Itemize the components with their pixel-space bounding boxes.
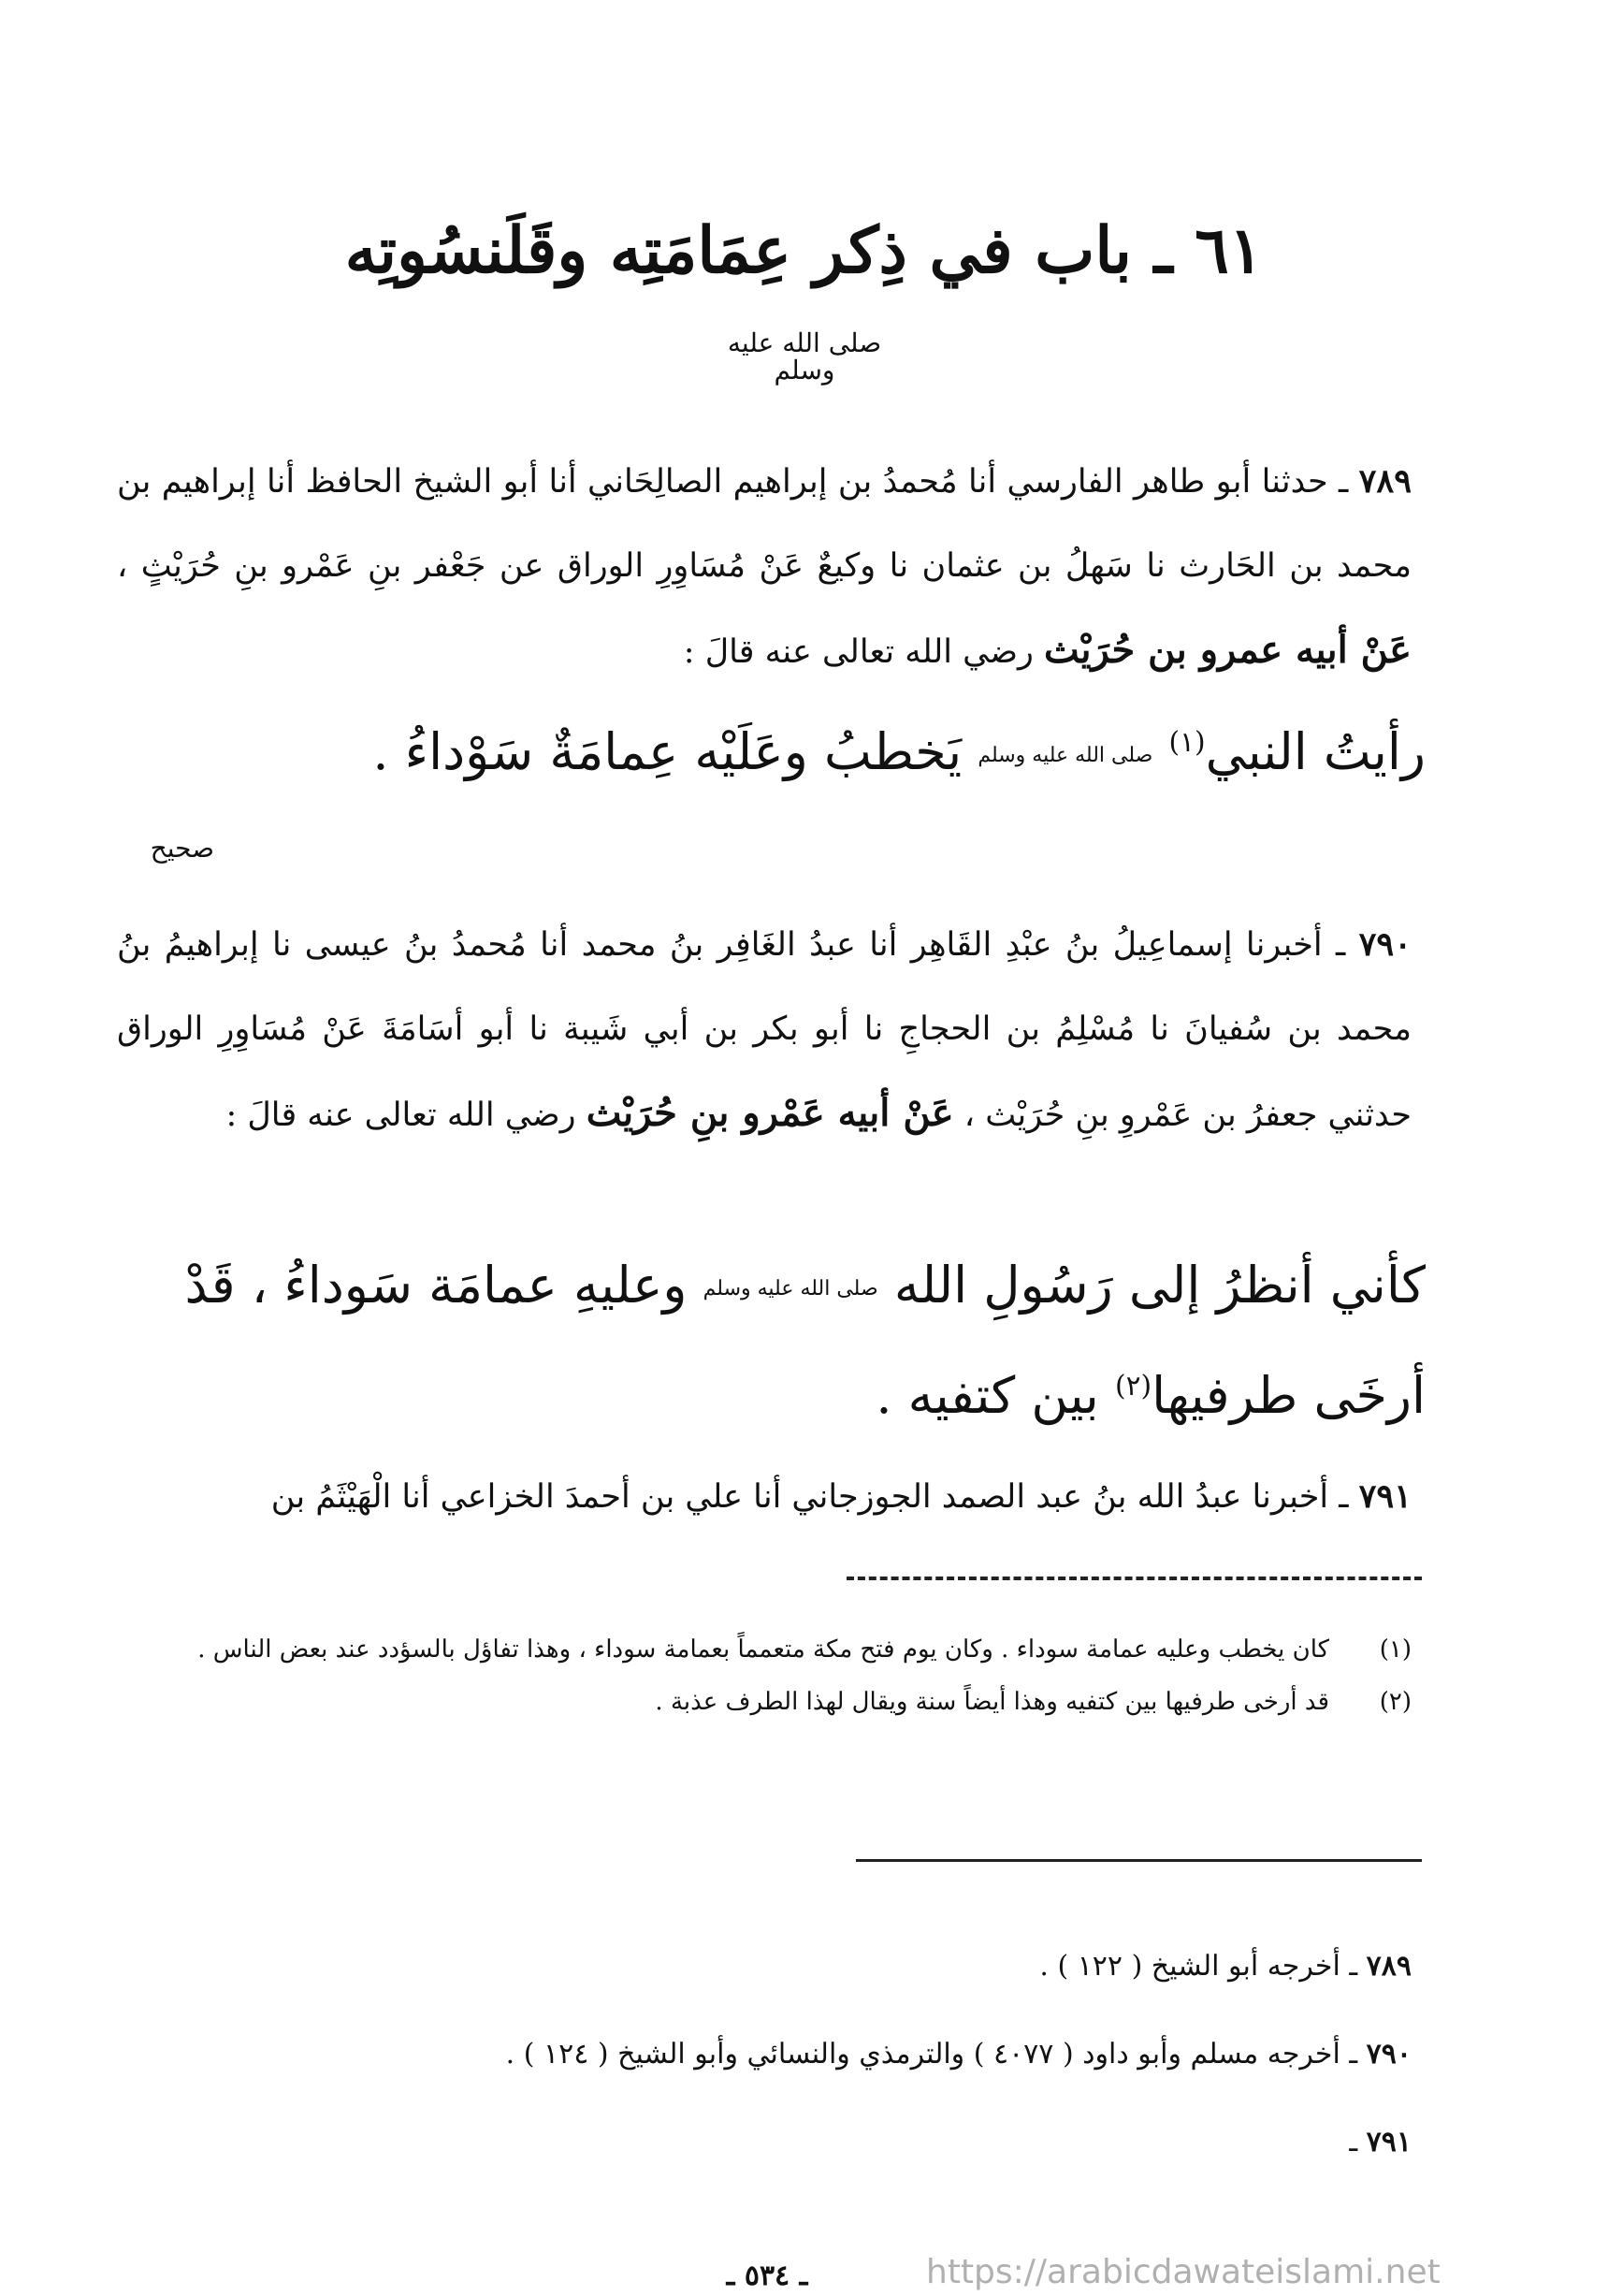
takhrij-text: ـ	[1349, 2126, 1367, 2158]
takhrij-item	[281, 2099, 1412, 2187]
takhrij-text: ـ أخرجه مسلم وأبو داود ( ٤٠٧٧ ) والترمذي والنسائي وأبو الشيخ ( ١٢٤ ) .	[505, 2038, 1367, 2071]
honorific-salawat: صلى الله عليه وسلم	[703, 1277, 878, 1301]
matn-text-end: بين كتفيه .	[876, 1366, 1115, 1425]
hadith-number: ٧٩١	[1358, 1477, 1412, 1516]
footnote-number: (١)	[1379, 1635, 1412, 1664]
footnotes	[117, 1623, 1412, 1728]
narrator-name: عَنْ أبيه عَمْرو بنِ حُرَيْث	[586, 1091, 954, 1135]
hadith-number: ٧٨٩	[1358, 462, 1412, 501]
title-honorific-salawat: صلى الله عليه وسلم	[727, 327, 882, 386]
isnad-text: ـ أخبرنا عبدُ الله بنُ عبد الصمد الجوزجاني أنا علي بن أحمدَ الخزاعي أنا الْهَيْثَمُ بن	[270, 1478, 1359, 1516]
footnote-1	[117, 1623, 1412, 1676]
footnote-2	[117, 1676, 1412, 1728]
hadith-number: ٧٩٠	[1358, 925, 1412, 964]
takhrij-number: ٧٨٩	[1366, 1950, 1412, 1983]
hadith-790-matn	[117, 1230, 1426, 1451]
honorific-salawat: صلى الله عليه وسلم	[978, 744, 1153, 768]
chapter-title: ٦١ ـ باب في ذِكر عِمَامَتِه وقَلَنسُوتِه	[344, 213, 1264, 288]
footnote-ref-2[interactable]: (٢)	[1114, 1370, 1152, 1402]
footnote-ref-1[interactable]: (١)	[1168, 726, 1206, 759]
takhrij-text: ـ أخرجه أبو الشيخ ( ١٢٢ ) .	[1039, 1950, 1367, 1983]
takhrij-item	[281, 1923, 1412, 2011]
footnote-number: (٢)	[1379, 1688, 1412, 1716]
matn-text: كأني أنظرُ إلى رَسُولِ الله	[893, 1256, 1426, 1315]
hadith-790-isnad	[117, 903, 1412, 1157]
isnad-text-end: رضي الله تعالى عنه قالَ :	[683, 633, 1045, 671]
narrator-name: عَنْ أبيه عمرو بن حُرَيْث	[1044, 628, 1412, 672]
takhrij-separator	[856, 1859, 1422, 1862]
hadith-789-isnad	[117, 440, 1412, 694]
takhrij-number: ٧٩١	[1366, 2126, 1412, 2158]
watermark-url: https://arabicdawateislami.net	[926, 2253, 1441, 2291]
hadith-789-matn	[117, 697, 1426, 807]
hadith-grade: صحيح	[150, 833, 214, 864]
isnad-text-end: رضي الله تعالى عنه قالَ :	[225, 1097, 587, 1134]
footnote-text: قد أرخى طرفيها بين كتفيه وهذا أيضاً سنة ويقال لهذا الطرف عذبة .	[655, 1688, 1329, 1716]
isnad-text: ـ أخبرنا إسماعِيلُ بنُ عبْدِ القَاهِر أنا عبدُ الغَافِر بنُ محمد أنا مُحمدُ بنُ عيسى نا إبراهيمُ بنُ محمد بن سُفيانَ نا مُسْلِمُ بن الحجاجِ نا أبو بكر بن أبي شَيبة نا أبو أسَامَةَ عَنْ مُسَاوِرِ الوراق حدثني جعفرُ بن عَمْروِ بنِ حُرَيْث ،	[117, 926, 1412, 1134]
hadith-791-isnad	[117, 1455, 1412, 1539]
takhrij-item	[281, 2011, 1412, 2099]
footnote-separator-dashed	[847, 1577, 1422, 1580]
matn-text-mid: وعليهِ عمامَة سَوداءُ ، قَدْ أرخَى طرفيها	[184, 1256, 1426, 1425]
matn-text: رأيتُ النبي	[1205, 722, 1426, 781]
matn-text-end: يَخطبُ وعَلَيْه عِمامَةٌ سَوْداءُ .	[372, 722, 978, 781]
takhrij-list	[281, 1923, 1412, 2187]
isnad-text: ـ حدثنا أبو طاهر الفارسي أنا مُحمدُ بن إبراهيم الصالِحَاني أنا أبو الشيخ الحافظ أنا إبراهيم بن محمد بن الحَارث نا سَهلُ بن عثمان نا وكيعٌ عَنْ مُسَاوِرِ الوراق عن جَعْفر بنِ عَمْرو بنِ حُرَيْثٍ ،	[117, 463, 1412, 585]
takhrij-number: ٧٩٠	[1366, 2038, 1412, 2071]
footnote-text: كان يخطب وعليه عمامة سوداء . وكان يوم فتح مكة متعمماً بعمامة سوداء ، وهذا تفاؤل بالسؤدد عند بعض الناس .	[197, 1635, 1329, 1664]
page-number: ـ ٥٣٤ ـ	[726, 2260, 808, 2292]
